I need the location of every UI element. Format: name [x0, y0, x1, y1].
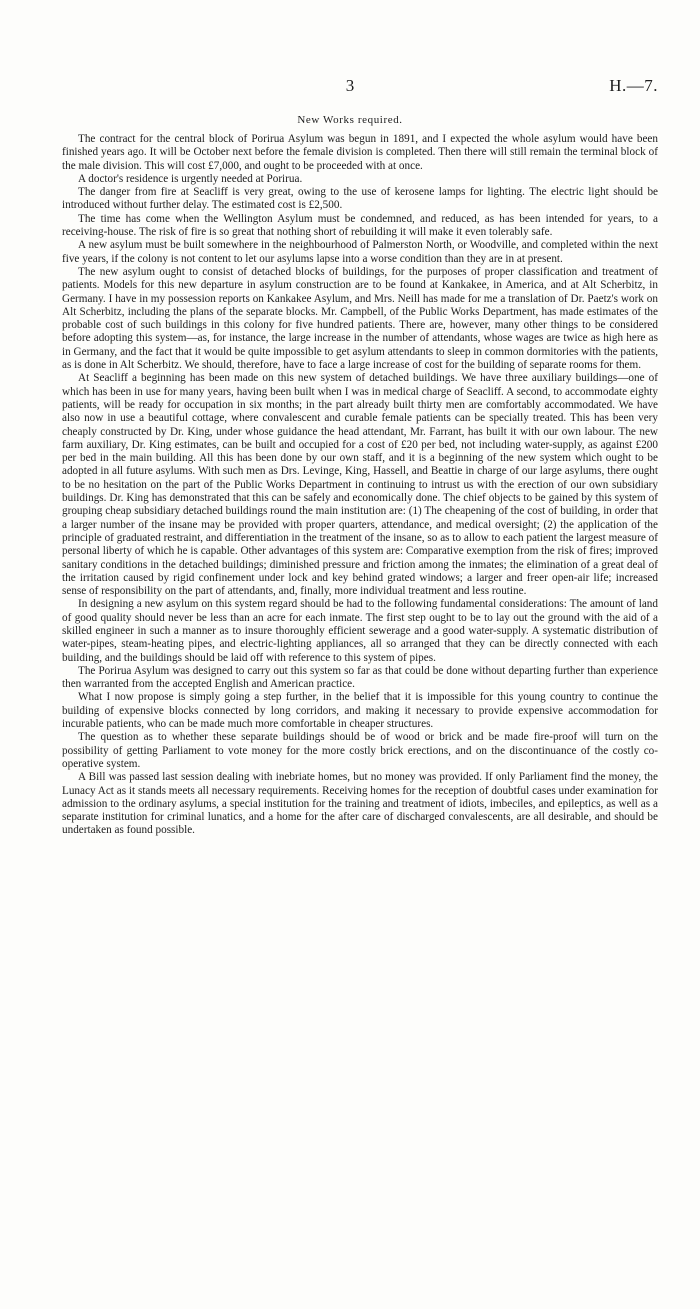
- paragraph: The time has come when the Wellington Asylum must be condemned, and reduced, as has been intended for years, to a receiving-house. The risk of fire is so great that nothing short of rebuilding it will make it even tolerably safe.: [62, 212, 658, 239]
- paragraph: A Bill was passed last session dealing with inebriate homes, but no money was provided. If only Parliament find the money, the Lunacy Act as it stands meets all necessary requirements. Receiving homes for the reception of doubtful cases under examination for admission to the ordinary asylums, a special institution for the training and treatment of idiots, imbeciles, and epileptics, as well as a separate institution for criminal lunatics, and a home for the after care of discharged convalescents, are all desirable, and should be undertaken as found possible.: [62, 771, 658, 837]
- body-text: [62, 133, 658, 838]
- paragraph: What I now propose is simply going a step further, in the belief that it is impossible for this young country to continue the building of expensive blocks connected by long corridors, and making it necessary to provide expensive accommodation for incurable patients, who can be made much more comfortable in cheaper structures.: [62, 691, 658, 731]
- paragraph: A new asylum must be built somewhere in the neighbourhood of Palmerston North, or Woodville, and completed within the next five years, if the colony is not content to let our asylums lapse into a worse condition than they are in at present.: [62, 239, 658, 265]
- paragraph: In designing a new asylum on this system regard should be had to the following fundamental considerations: The amount of land of good quality should never be less than an acre for each inmate. The first step ought to be to lay out the ground with the aid of a skilled engineer in such a manner as to insure thoroughly efficient sewerage and a good water-supply. A systematic distribution of water-pipes, steam-heating pipes, and electric-lighting appliances, all so arranged that they can be directly connected with each building, and the buildings should be laid off with reference to this system of pipes.: [62, 598, 658, 664]
- paragraph: A doctor's residence is urgently needed at Porirua.: [78, 172, 303, 185]
- paragraph: The contract for the central block of Porirua Asylum was begun in 1891, and I expected the whole asylum would have been finished years ago. It will be October next before the female division is completed. Then there will still remain the terminal block of the male division. This will cost £7,000, and ought to be proceeded with at once.: [62, 133, 658, 172]
- paragraph: The danger from fire at Seacliff is very great, owing to the use of kerosene lamps for lighting. The electric light should be introduced without further delay. The estimated cost is £2,500.: [62, 186, 658, 212]
- paragraph: The question as to whether these separate buildings should be of wood or brick and be made fire-proof will turn on the possibility of getting Parliament to vote money for the more costly brick erections, and on the discontinuance of the costly co-operative system.: [62, 731, 658, 770]
- document-reference: H.—7.: [609, 76, 658, 95]
- paragraph: At Seacliff a beginning has been made on this new system of detached buildings. We have three auxiliary buildings—one of which has been in use for many years, having been built when I was in medical charge of Seacliff. A second, to accommodate eighty patients, will be ready for occupation in six months; in the part already built thirty men are comfortably accommodated. We have also now in use a beautiful cottage, where convalescent and curable female patients can be specially treated. This has been very cheaply constructed by Dr. King, under whose guidance the head attendant, Mr. Farrant, has built it with our own labour. The new farm auxiliary, Dr. King estimates, can be built and occupied for a cost of £20 per bed, not including water-supply, as against £200 per bed in the main building. All this has been done by our own staff, and it is a beginning of the new system which ought to be adopted in all future asylums. With such men as Drs. Levinge, King, Hassell, and Beattie in charge of our large asylums, there ought to be no hesitation on the part of the Public Works Department in continuing to intrust us with the erection of our own subsidiary buildings. Dr. King has demonstrated that this can be safely and economically done. The chief objects to be gained by this system of grouping cheap subsidiary detached buildings round the main institution are: (1) The cheapening of the cost of building, in order that a larger number of the insane may be provided with proper quarters, attendance, and medical oversight; (2) the application of the principle of graduated restraint, and differentiation in the treatment of the insane, so as to allow to each patient the largest measure of personal liberty of which he is capable. Other advantages of this system are: Comparative exemption from the risk of fires; improved sanitary conditions in the detached buildings; diminished pressure and friction among the inmates; the elimination of a great deal of the irritation caused by rigid confinement under lock and key behind grated windows; a larger and freer open-air life; increased sense of responsibility on the part of attendants, and, finally, more individual treatment and less routine.: [62, 372, 658, 598]
- paragraph: The new asylum ought to consist of detached blocks of buildings, for the purposes of proper classification and treatment of patients. Models for this new departure in asylum construction are to be found at Kankakee, in America, and at Alt Scherbitz, in Germany. I have in my possession reports on Kankakee Asylum, and Mrs. Neill has made for me a translation of Dr. Paetz's work on Alt Scherbitz, including the plans of the separate blocks. Mr. Campbell, of the Public Works Department, has made estimates of the probable cost of such buildings in this colony for five hundred patients. There are, however, many other things to be considered before adopting this system—as, for instance, the large increase in the number of attendants, whose wages are twice as high here as in Germany, and the fact that it would be quite impossible to get asylum attendants to sleep in common dormitories with the patients, as is done in Alt Scherbitz. We should, therefore, have to face a large increase of cost for the building of separate rooms for them.: [62, 265, 658, 372]
- paragraph: The Porirua Asylum was designed to carry out this system so far as that could be done without departing further than experience then warranted from the accepted English and American practice.: [62, 664, 658, 691]
- section-heading: New Works required.: [297, 114, 403, 126]
- page-number: 3: [345, 76, 355, 95]
